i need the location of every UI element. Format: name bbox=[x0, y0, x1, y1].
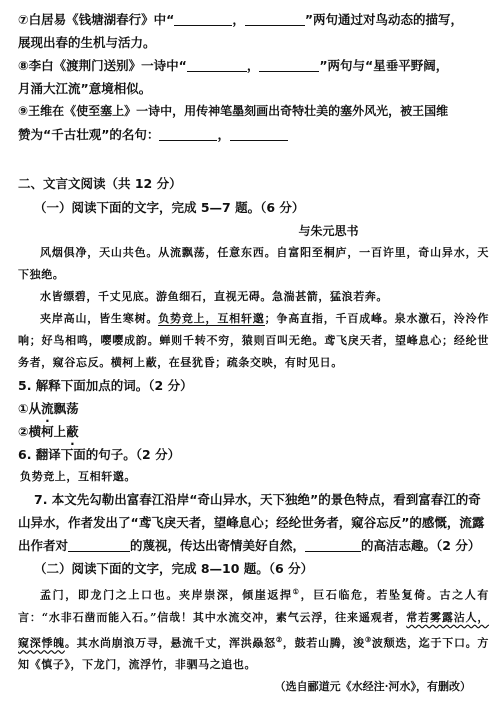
footnote-3: ③ bbox=[364, 634, 372, 644]
passage-title: 与朱元思书 bbox=[298, 224, 359, 238]
passage-para-2: 水皆缥碧，千丈见底。游鱼细石，直视无碍。急湍甚箭，猛浪若奔。 bbox=[40, 290, 388, 303]
q7-comma: ， bbox=[232, 12, 245, 27]
q6-stem: 6. 翻译下面的句子。（2 分） bbox=[18, 447, 181, 462]
q8-blank-2[interactable] bbox=[259, 57, 319, 72]
q7-line bbox=[18, 8, 489, 31]
q7-suffix: ”两句通过对鸟动态的描写， bbox=[304, 12, 464, 27]
q9-comma: ， bbox=[217, 127, 230, 142]
underlined-sentence: 负势竞上，互相轩邈 bbox=[158, 312, 265, 325]
passage-2-para: 孟门，即龙门之上口也。夹岸崇深，倾崖返捍①，巨石临危，若坠复倚。古之人有言：“水非石凿而能入石。”信哉！其中水流交冲，素气云浮，往来遥观者，常若雾露沾人，窥深悸魄。其水尚崩浪万寻，悬流千丈，浑洪赑怒②，鼓若山腾，浚③波颓迭，迄于下口。方知《慎子》，下龙门，流浮竹，非驷马之追也。 bbox=[18, 587, 490, 672]
q9-line-1: ⑨王维在《使至塞上》一诗中，用传神笔墨刻画出奇特壮美的塞外风光，被王国维 bbox=[18, 104, 449, 118]
passage-para-3: 夹岸高山，皆生寒树。负势竞上，互相轩邈；争高直指，千百成峰。泉水激石，泠泠作响；好鸟相鸣，嘤嘤成韵。蝉则千转不穷，猿则百叫无绝。鸢飞戾天者，望峰息心；经纶世务者，窥谷忘反。横柯上蔽，在昼犹昏；疏条交映，有时见日。 bbox=[18, 312, 490, 369]
q9-blank-2[interactable] bbox=[230, 126, 288, 141]
q5-item-b: ②横柯上蔽 bbox=[18, 424, 79, 439]
q7b-blank-1[interactable] bbox=[68, 537, 130, 552]
part-1-heading: （一）阅读下面的文字，完成 5—7 题。（6 分） bbox=[34, 200, 305, 215]
q7-blank-2[interactable] bbox=[245, 11, 305, 26]
q8-comma: ， bbox=[246, 58, 260, 73]
source-citation: （选自郦道元《水经注·河水》，有删改） bbox=[274, 680, 471, 694]
wavy-underlined-sentence: 常若雾露沾人，窥深悸魄 bbox=[18, 610, 490, 650]
part-2-heading: （二）阅读下面的文字，完成 8—10 题。（6 分） bbox=[34, 561, 314, 576]
q7b-blank-2[interactable] bbox=[305, 537, 361, 552]
q8-prefix: ⑧李白《渡荆门送别》一诗中“ bbox=[18, 58, 187, 73]
q8-suffix: ”两句与“星垂平野阔， bbox=[319, 58, 449, 73]
q5-stem: 5. 解释下面加点的词。（2 分） bbox=[18, 378, 193, 393]
passage-para-1: 风烟俱净，天山共色。从流飘荡，任意东西。自富阳至桐庐，一百许里，奇山异水，天下独绝。 bbox=[18, 246, 489, 281]
q8-blank-1[interactable] bbox=[187, 57, 247, 72]
q6-sentence: 负势竞上，互相轩邈。 bbox=[20, 470, 136, 483]
q9-prefix: 赞为“千古壮观”的名句： bbox=[18, 127, 160, 142]
q8-line bbox=[18, 54, 489, 77]
dotted-word-bi: 蔽 bbox=[66, 424, 79, 439]
footnote-2: ② bbox=[275, 634, 283, 644]
section-2-heading: 二、文言文阅读（共 12 分） bbox=[18, 176, 182, 191]
q5-item-a: ①从流飘荡 bbox=[18, 401, 79, 416]
q8-line-2: 月涌大江流”意境相似。 bbox=[18, 81, 152, 96]
q9-line-2 bbox=[18, 123, 489, 146]
q7-line-2: 展现出春的生机与活力。 bbox=[18, 35, 156, 50]
q7-blank-1[interactable] bbox=[174, 11, 232, 26]
dotted-word-liu: 流 bbox=[41, 401, 54, 416]
q9-blank-1[interactable] bbox=[159, 126, 217, 141]
q7b-question: 7. 本文先勾勒出富春江沿岸“奇山异水，天下独绝”的景色特点，看到富春江的奇山异水，作者发出了“鸢飞戾天者，望峰息心；经纶世务者，窥谷忘反”的感慨，流露出作者对 的蔑视，传达出寄情美好自然， 的高洁志趣。（2 分） bbox=[18, 492, 485, 553]
q7-prefix: ⑦白居易《钱塘湖春行》中“ bbox=[18, 12, 175, 27]
footnote-1: ① bbox=[292, 587, 301, 596]
